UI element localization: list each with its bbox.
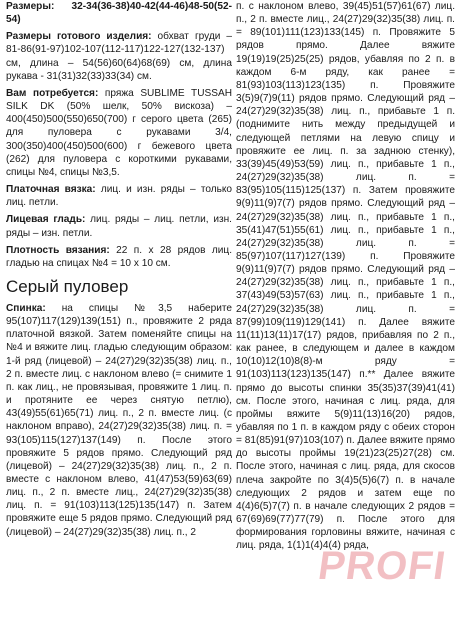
continued-paragraph: п. с наклоном влево, 39(45)51(57)61(67) лиц. п., 2 п. вместе лиц., 24(27)29(32)35(38) лиц. п. = 89(101)111(123)133(145) п. Провяжите 5 рядов прямо. Далее вяжите 19(19)19(25)25(25) рядов, убавляя по 2 п. в каждом 6-м ряду, как ранее = 81(93)103(113)123(135) п. Провяжите 3(5)9(7)9(11) рядов прямо. Следующий ряд – 24(27)29(32)35(38) лиц. п., прибавьте 1 п. (поднимите нить между предыдущей и следующей петлями на левую спицу и провяжите ее лиц. п. за заднюю стенку), 33(39)45(49)53(59) лиц. п., прибавьте 1 п., 24(27)29(32)35(38) лиц. п. = 83(95)105(115)125(137) п. Затем провяжите 9(9)11(9)7(7) рядов прямо. Следующий ряд – 24(27)29(32)35(38) лиц. п., прибавьте 1 п., 35(41)47(51)55(61) лиц. п., прибавьте 1 п., 24(27)29(32)35(38) лиц. п. = 85(97)107(117)127(139) п. Провяжите 9(9)11(9)7(7) рядов прямо. Следующий ряд – 24(27)29(32)35(38) лиц. п., прибавьте 1 п., 37(43)49(53)57(63) лиц. п., прибавьте 1 п., 24(27)29(32)35(38) лиц. п. = 87(99)109(119)129(141) п. Далее вяжите 11(11)13(11)17(17) рядов, прибавляя по 2 п., как ранее, в следующем и далее в каждом 10(10)12(10)8(8)-м ряду = 91(103)113(123)135(147) п.** Далее вяжите прямо до высоты спинки 35(35)37(39)41(41) см. После этого, начиная с лиц. ряда, для проймы вяжите 5(9)11(13)16(20) рядов, убавляя по 1 п. в каждом ряду с обеих сторон = 81(85)91(97)103(107) п. Далее вяжите прямо до высоты проймы 19(21)23(25)27(28) см. После этого, начиная с лиц. ряда, для скосов плеча закройте по 3(4)5(5)6(7) п. в начале следующих 2 рядов и затем еще по 4(4)6(5)7(7) п. в начале следующих 2 рядов = 67(69)69(77)77(79) п. После этого для формирования горловины вяжите, начиная с лиц. ряда, 1(1)1(4)4(4) ряда, — [236, 1, 455, 552]
materials-label: Вам потребуется: — [6, 87, 99, 99]
sizes-paragraph — [6, 0, 232, 26]
gauge-paragraph — [6, 244, 232, 270]
right-column — [236, 0, 455, 553]
back-paragraph — [6, 302, 232, 539]
stockinette-paragraph — [6, 213, 232, 239]
materials-text: пряжа SUBLIME TUSSAH SILK DK (50% шелк, 50% вискоза) – 400(450)500(550)650(700) г серого цвета (265) для пуловера с рукавами 3/4, 300(350)400(450)500(600) г бежевого цвета (262) для пуловера с короткими рукавами, спицы №4, спицы №3,5. — [6, 87, 232, 178]
back-text: на спицы №3,5 наберите 95(107)117(129)139(151) п., провяжите 2 ряда платочной вязкой. Затем поменяйте спицы на №4 и вяжите лиц. гладью следующим образом: 1-й ряд (лицевой) – 24(27)29(32)35(38) лиц. п., 2 п. вместе лиц. с наклоном влево (= снимите 1 п. как лиц., не провязывая, провяжите 1 лиц. п. и протяните ее через снятую петлю), 43(49)55(61)65(71) лиц. п., 2 п. вместе лиц. (с наклоном вправо), 24(27)29(32)35(38) лиц. п. = 93(105)115(127)137(149) п. После этого провяжите 5 рядов прямо. Следующий ряд (лицевой) – 24(27)29(32)35(38) лиц. п., 2 п. вместе с наклоном влево, 41(47)53(59)63(69) лиц. п., 2 п. вместе лиц., 24(27)29(32)35(38) лиц. п. = 91(103)113(125)135(147) п. Затем провяжите еще 5 рядов прямо. Следующий ряд (лицевой) – 24(27)29(32)35(38) лиц. п., 2 — [6, 302, 232, 538]
sizes-label: Размеры: — [6, 1, 55, 12]
gauge-text: 22 п. x 28 рядов лиц. гладью на спицах №4 = 10 x 10 см. — [6, 244, 233, 269]
sizes-value: 32-34(36-38)40-42(44-46)48-50(52-54) — [6, 1, 232, 26]
garter-text: лиц. и изн. ряды – только лиц. петли. — [6, 184, 233, 209]
left-column — [6, 0, 232, 539]
stockinette-text: лиц. ряды – лиц. петли, изн. ряды – изн. петли. — [6, 214, 232, 239]
finished-size-text: обхват груди – 81-86(91-97)102-107(112-117)122-127(132-137) см, длина – 54(56)60(64)68(69) см, длина рукава - 31(31)32(33)33(34) см. — [6, 31, 232, 82]
back-label: Спинка: — [6, 302, 46, 314]
garter-label: Платочная вязка: — [6, 184, 96, 196]
stockinette-label: Лицевая гладь: — [6, 214, 86, 226]
materials-paragraph — [6, 87, 232, 179]
gauge-label: Плотность вязания: — [6, 244, 110, 256]
garter-paragraph — [6, 183, 232, 209]
finished-size-paragraph — [6, 30, 232, 83]
finished-size-label: Размеры готового изделия: — [6, 31, 152, 43]
section-title: Серый пуловер — [6, 276, 129, 296]
watermark-logo: PROFI — [315, 544, 449, 588]
